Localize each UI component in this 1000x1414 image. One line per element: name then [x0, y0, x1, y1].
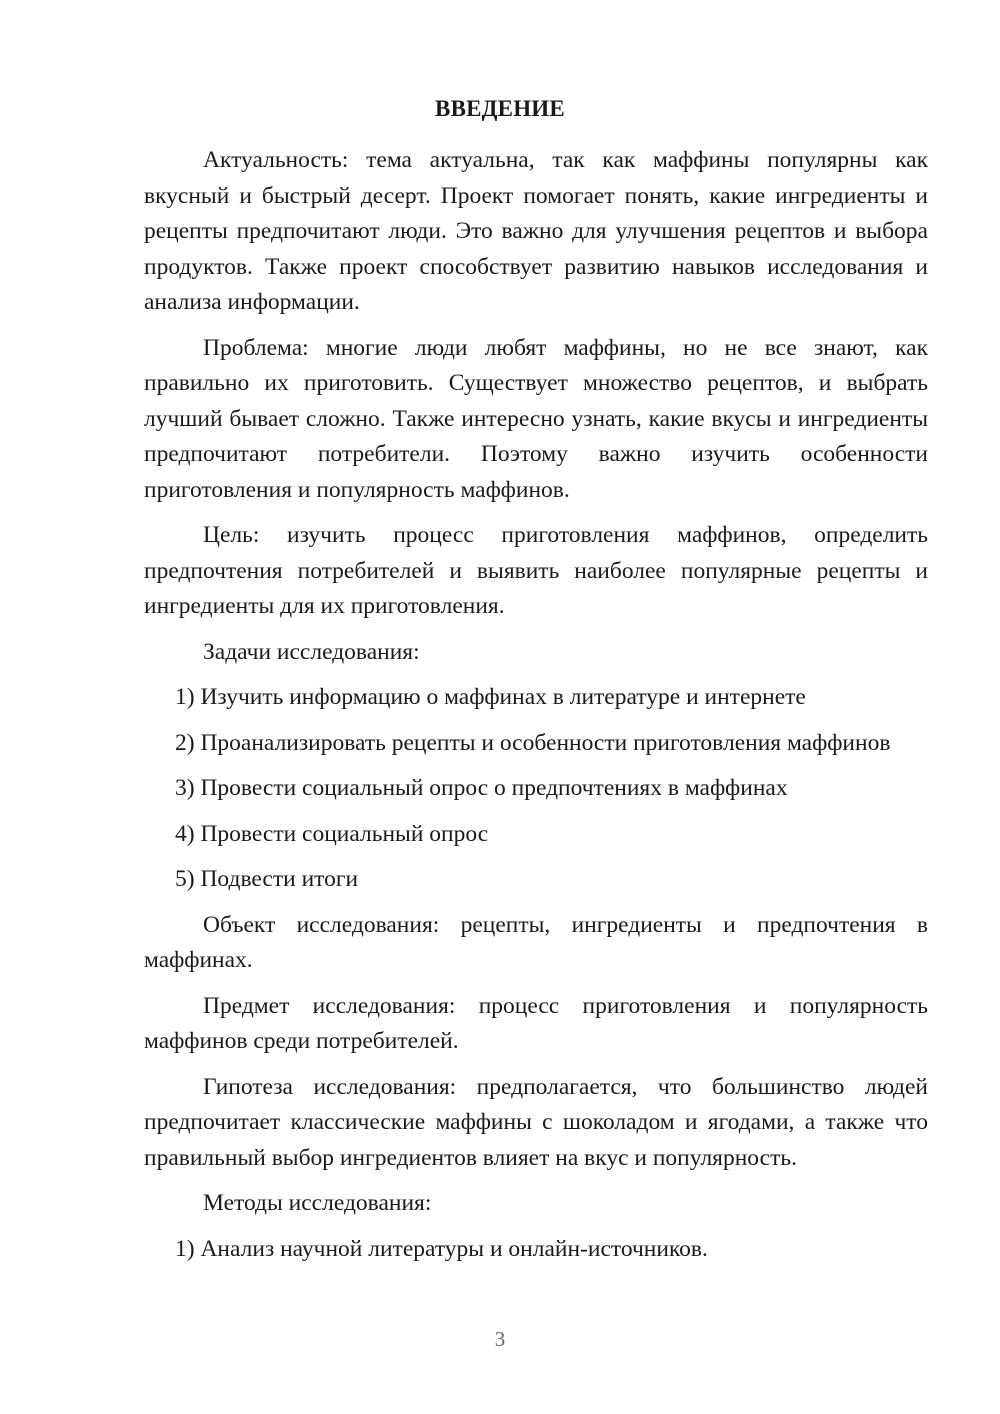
task-item-4: 4) Провести социальный опрос: [175, 820, 489, 847]
task-item-1: 1) Изучить информацию о маффинах в литературе и интернете: [175, 684, 806, 710]
tasks-heading: Задачи исследования:: [203, 638, 420, 665]
object-paragraph: Объект исследования: рецепты, ингредиенты и предпочтения в маффинах.: [144, 911, 928, 973]
task-item-2: 2) Проанализировать рецепты и особенности приготовления маффинов: [175, 729, 891, 756]
goal-paragraph: Цель: изучить процесс приготовления маффинов, определить предпочтения потребителей и выявить наиболее популярные рецепты и ингредиенты для их приготовления.: [144, 522, 928, 619]
relevance-paragraph: Актуальность: тема актуальна, так как маффины популярны как вкусный и быстрый десерт. Проект помогает понять, какие ингредиенты и рецепты предпочитают люди. Это важно для улучшения рецептов и выбора продуктов. Также проект способствует развитию навыков исследования и анализа информации.: [144, 147, 928, 315]
hypothesis-paragraph: Гипотеза исследования: предполагается, что большинство людей предпочитает классические маффины с шоколадом и ягодами, а также что правильный выбор ингредиентов влияет на вкус и популярность.: [144, 1073, 928, 1171]
task-item-3: 3) Провести социальный опрос о предпочтениях в маффинах: [175, 775, 788, 801]
task-item-5: 5) Подвести итоги: [175, 866, 359, 892]
subject-paragraph: Предмет исследования: процесс приготовления и популярность маффинов среди потребителей.: [144, 992, 928, 1054]
problem-paragraph: Проблема: многие люди любят маффины, но не все знают, как правильно их приготовить. Существует множество рецептов, и выбрать лучший бывает сложно. Также интересно узнать, какие вкусы и ингредиенты предпочитают потребители. Поэтому важно изучить особенности приготовления и популярность маффинов.: [144, 334, 928, 503]
document-body: [144, 143, 928, 1277]
method-item-1: 1) Анализ научной литературы и онлайн-источников.: [175, 1235, 708, 1262]
page-title: ВВЕДЕНИЕ: [435, 96, 565, 121]
page-number: 3: [494, 1327, 506, 1351]
methods-heading: Методы исследования:: [203, 1190, 432, 1216]
